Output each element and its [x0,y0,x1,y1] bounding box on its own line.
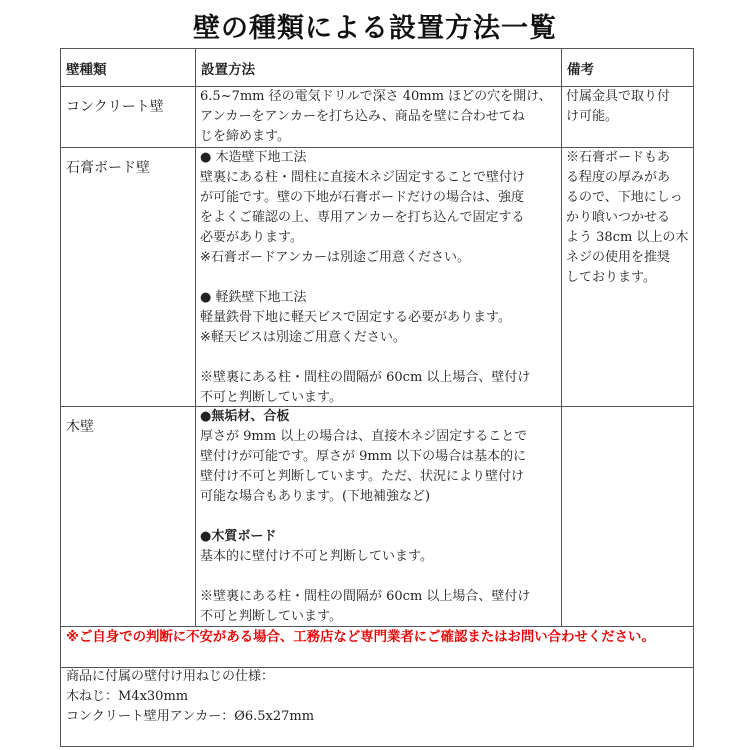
header-wall-type: 壁種類 [66,62,107,78]
wood-section1-body: 厚さが 9mm 以上の場合は、直接木ネジ固定することで 壁付けが可能です。厚さが 9mm 以下の場合は基本的に 壁付け不可と判断しています。ただ、状況により壁付け 可能な場合もあります。(下地補強など) [200,429,528,504]
column-divider [195,48,196,626]
concrete-remarks: 付属金具で取り付 け可能。 [566,89,671,124]
concrete-method: 6.5~7mm 径の電気ドリルで深さ 40mm ほどの穴を開け、 アンカーをアンカーを打ち込み、商品を壁に合わせてね じを締めます。 [200,89,552,144]
spec-heading: 商品に付属の壁付け用ねじの仕様： [66,669,275,684]
spec-concrete-anchor: コンクリート壁用アンカー：Ø6.5x27mm [66,709,315,724]
gypsum-note: ※壁裏にある柱・間柱の間隔が 60cm 以上場合、壁付け 不可と判断しています。 [200,370,531,405]
wood-section2-heading: ●木質ボード [200,529,277,544]
page-title: 壁の種類による設置方法一覧 [193,13,557,44]
header-remarks: 備考 [567,62,594,78]
gypsum-remarks: ※石膏ボードもあ る程度の厚みがあ るので、下地にしっ かり喰いつかせる よう 38cm 以上の木 ネジの使用を推奨 しております。 [566,150,689,285]
gypsum-wall-type: 石膏ボード壁 [66,160,150,176]
wood-section1-heading: ●無垢材、合板 [200,409,290,424]
wood-wall-type: 木壁 [66,419,94,435]
wood-note: ※壁裏にある柱・間柱の間隔が 60cm 以上場合、壁付け 不可と判断しています。 [200,589,531,624]
gypsum-section1-heading: ● 木造壁下地工法 [200,150,307,165]
spec-wood-screw: 木ねじ：M4x30mm [66,689,189,704]
wood-section2-body: 基本的に壁付け不可と判断しています。 [200,549,433,564]
header-method: 設置方法 [201,62,255,78]
gypsum-section2-heading: ● 軽鉄壁下地工法 [200,290,307,305]
gypsum-section1-body: 壁裏にある柱・間柱に直接木ネジ固定することで壁付け が可能です。壁の下地が石膏ボードだけの場合は、強度 をよくご確認の上、専用アンカーを打ち込んで固定する 必要があります。 ※石膏ボードアンカーは別途ご用意ください。 [200,170,526,265]
column-divider [561,48,562,626]
warning-notice: ※ご自身での判断に不安がある場合、工務店など専門業者にご確認またはお問い合わせください。 [66,630,655,645]
concrete-wall-type: コンクリート壁 [66,99,164,115]
gypsum-section2-body: 軽量鉄骨下地に軽天ビスで固定する必要があります。 ※軽天ビスは別途ご用意ください。 [200,310,511,345]
screw-spec [66,667,314,727]
